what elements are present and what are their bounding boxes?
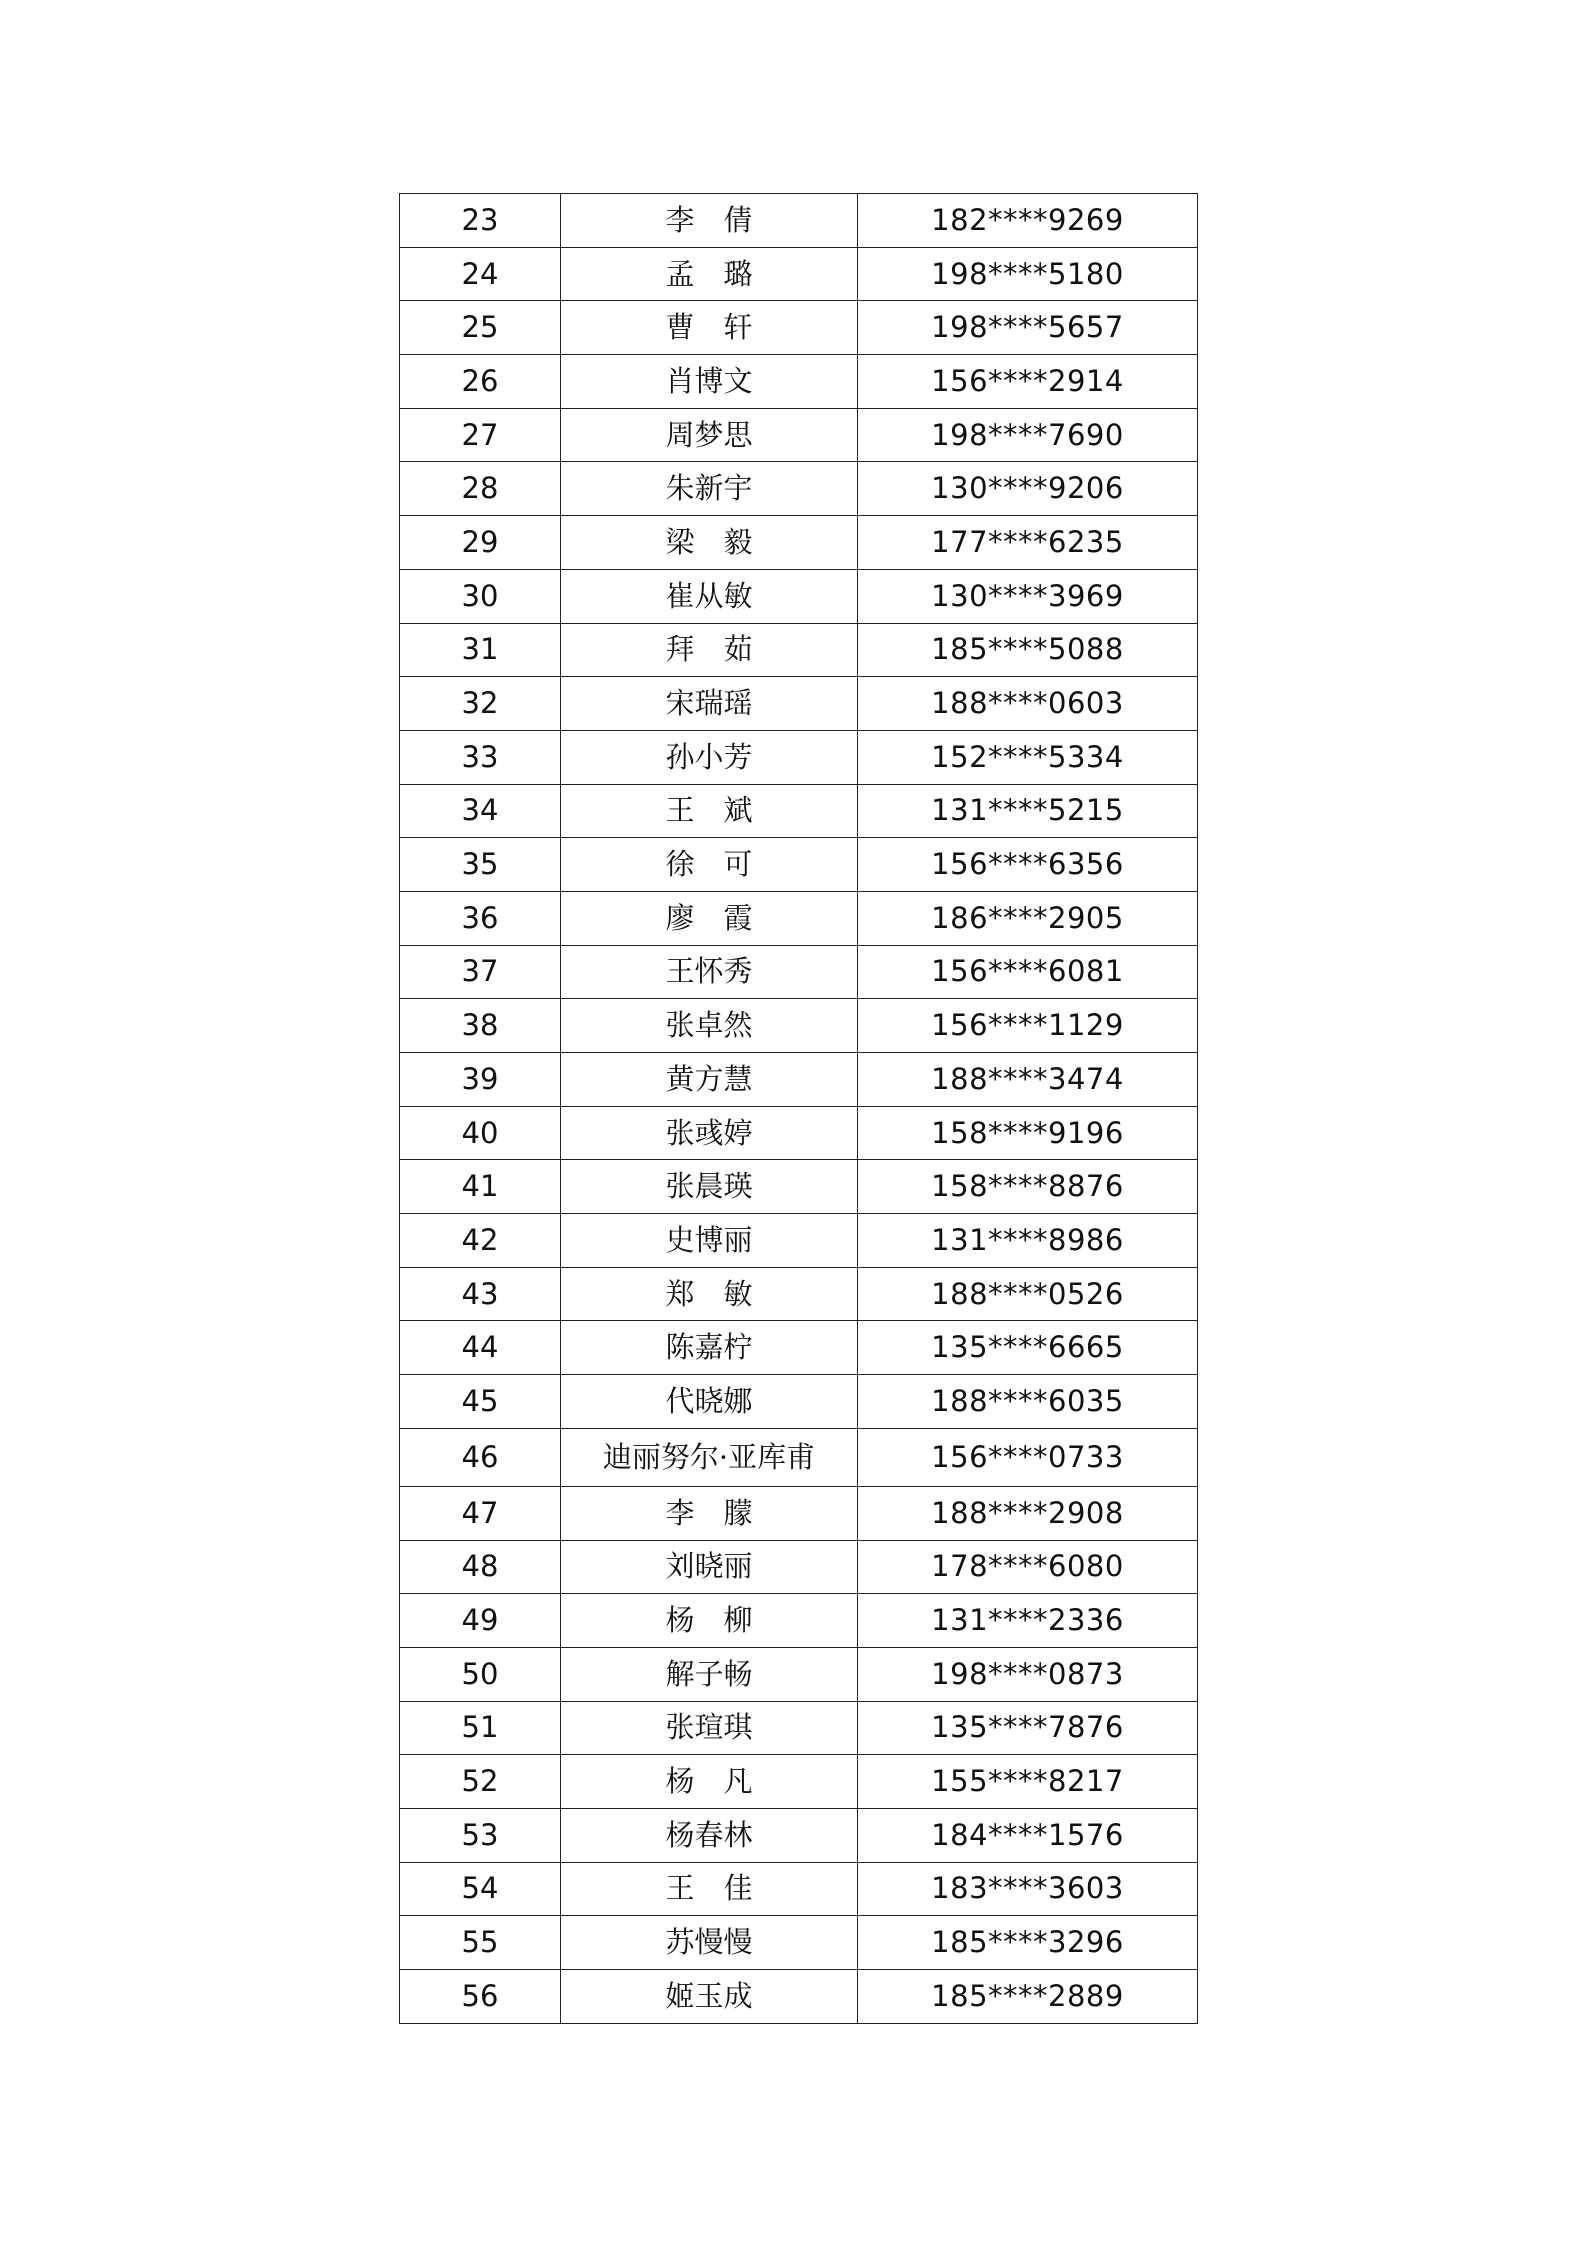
row-name: 张晨瑛 [561, 1160, 858, 1214]
row-index: 45 [400, 1375, 561, 1429]
table-row [400, 1428, 1198, 1486]
row-name: 廖 霞 [561, 891, 858, 945]
row-index: 41 [400, 1160, 561, 1214]
row-name: 王 斌 [561, 784, 858, 838]
row-phone: 198****7690 [858, 408, 1198, 462]
row-name: 王怀秀 [561, 945, 858, 999]
row-name: 宋瑞瑶 [561, 677, 858, 731]
row-index: 54 [400, 1862, 561, 1916]
row-index: 26 [400, 355, 561, 409]
row-index: 35 [400, 838, 561, 892]
table-row [400, 1755, 1198, 1809]
row-phone: 152****5334 [858, 730, 1198, 784]
row-phone: 184****1576 [858, 1808, 1198, 1862]
row-index: 55 [400, 1916, 561, 1970]
table-row [400, 1594, 1198, 1648]
row-phone: 156****2914 [858, 355, 1198, 409]
table-row [400, 194, 1198, 248]
row-index: 31 [400, 623, 561, 677]
row-name: 张瑄琪 [561, 1701, 858, 1755]
row-index: 44 [400, 1321, 561, 1375]
table-row [400, 999, 1198, 1053]
row-phone: 131****5215 [858, 784, 1198, 838]
row-name: 代晓娜 [561, 1375, 858, 1429]
row-phone: 188****3474 [858, 1053, 1198, 1107]
table-row [400, 1808, 1198, 1862]
table-row [400, 784, 1198, 838]
table-row [400, 1160, 1198, 1214]
row-index: 30 [400, 569, 561, 623]
row-phone: 198****5657 [858, 301, 1198, 355]
row-index: 36 [400, 891, 561, 945]
table-row [400, 1375, 1198, 1429]
table-row [400, 1540, 1198, 1594]
row-name: 孙小芳 [561, 730, 858, 784]
row-name: 李 朦 [561, 1486, 858, 1540]
row-name: 崔从敏 [561, 569, 858, 623]
row-phone: 156****0733 [858, 1428, 1198, 1486]
row-index: 51 [400, 1701, 561, 1755]
row-index: 56 [400, 1970, 561, 2024]
row-phone: 185****3296 [858, 1916, 1198, 1970]
row-phone: 188****6035 [858, 1375, 1198, 1429]
table-row [400, 677, 1198, 731]
row-index: 37 [400, 945, 561, 999]
row-index: 42 [400, 1214, 561, 1268]
table-row [400, 1267, 1198, 1321]
row-name: 王 佳 [561, 1862, 858, 1916]
row-phone: 188****0603 [858, 677, 1198, 731]
row-index: 34 [400, 784, 561, 838]
row-name: 郑 敏 [561, 1267, 858, 1321]
row-name: 黄方慧 [561, 1053, 858, 1107]
row-phone: 188****0526 [858, 1267, 1198, 1321]
table-row [400, 516, 1198, 570]
row-phone: 183****3603 [858, 1862, 1198, 1916]
row-name: 梁 毅 [561, 516, 858, 570]
table-row [400, 730, 1198, 784]
row-name: 杨 柳 [561, 1594, 858, 1648]
row-phone: 185****5088 [858, 623, 1198, 677]
row-phone: 158****8876 [858, 1160, 1198, 1214]
table-row [400, 301, 1198, 355]
row-name: 拜 茹 [561, 623, 858, 677]
row-index: 48 [400, 1540, 561, 1594]
table-row [400, 1486, 1198, 1540]
row-name: 苏慢慢 [561, 1916, 858, 1970]
row-index: 49 [400, 1594, 561, 1648]
row-index: 29 [400, 516, 561, 570]
row-index: 27 [400, 408, 561, 462]
row-phone: 198****5180 [858, 247, 1198, 301]
row-phone: 155****8217 [858, 1755, 1198, 1809]
row-name: 曹 轩 [561, 301, 858, 355]
row-phone: 185****2889 [858, 1970, 1198, 2024]
row-phone: 182****9269 [858, 194, 1198, 248]
table-row [400, 1701, 1198, 1755]
table-row [400, 1321, 1198, 1375]
row-name: 李 倩 [561, 194, 858, 248]
roster-table-body [400, 194, 1198, 2024]
table-row [400, 1647, 1198, 1701]
table-row [400, 1106, 1198, 1160]
row-phone: 156****1129 [858, 999, 1198, 1053]
row-index: 28 [400, 462, 561, 516]
row-index: 50 [400, 1647, 561, 1701]
row-name: 刘晓丽 [561, 1540, 858, 1594]
row-index: 23 [400, 194, 561, 248]
row-index: 32 [400, 677, 561, 731]
row-phone: 158****9196 [858, 1106, 1198, 1160]
row-name: 杨 凡 [561, 1755, 858, 1809]
table-row [400, 1214, 1198, 1268]
table-row [400, 408, 1198, 462]
row-name: 朱新宇 [561, 462, 858, 516]
row-name: 孟 璐 [561, 247, 858, 301]
row-index: 43 [400, 1267, 561, 1321]
row-name: 迪丽努尔·亚库甫 [561, 1428, 858, 1486]
table-row [400, 355, 1198, 409]
row-name: 姬玉成 [561, 1970, 858, 2024]
row-phone: 186****2905 [858, 891, 1198, 945]
row-phone: 135****6665 [858, 1321, 1198, 1375]
table-row [400, 247, 1198, 301]
table-row [400, 838, 1198, 892]
row-phone: 178****6080 [858, 1540, 1198, 1594]
row-index: 46 [400, 1428, 561, 1486]
row-index: 25 [400, 301, 561, 355]
row-name: 张彧婷 [561, 1106, 858, 1160]
row-name: 解子畅 [561, 1647, 858, 1701]
row-phone: 130****3969 [858, 569, 1198, 623]
row-index: 33 [400, 730, 561, 784]
row-phone: 131****8986 [858, 1214, 1198, 1268]
table-row [400, 891, 1198, 945]
table-row [400, 1916, 1198, 1970]
row-name: 徐 可 [561, 838, 858, 892]
table-row [400, 1053, 1198, 1107]
row-index: 53 [400, 1808, 561, 1862]
row-phone: 156****6081 [858, 945, 1198, 999]
row-index: 24 [400, 247, 561, 301]
row-name: 周梦思 [561, 408, 858, 462]
row-index: 40 [400, 1106, 561, 1160]
row-name: 肖博文 [561, 355, 858, 409]
row-phone: 135****7876 [858, 1701, 1198, 1755]
row-phone: 188****2908 [858, 1486, 1198, 1540]
row-index: 52 [400, 1755, 561, 1809]
row-phone: 177****6235 [858, 516, 1198, 570]
row-index: 47 [400, 1486, 561, 1540]
row-phone: 198****0873 [858, 1647, 1198, 1701]
table-row [400, 1862, 1198, 1916]
row-name: 张卓然 [561, 999, 858, 1053]
row-name: 史博丽 [561, 1214, 858, 1268]
table-row [400, 945, 1198, 999]
row-phone: 131****2336 [858, 1594, 1198, 1648]
row-name: 杨春林 [561, 1808, 858, 1862]
table-row [400, 1970, 1198, 2024]
row-index: 39 [400, 1053, 561, 1107]
row-phone: 130****9206 [858, 462, 1198, 516]
table-row [400, 462, 1198, 516]
row-name: 陈嘉柠 [561, 1321, 858, 1375]
row-index: 38 [400, 999, 561, 1053]
table-row [400, 623, 1198, 677]
row-phone: 156****6356 [858, 838, 1198, 892]
roster-table [399, 193, 1198, 2024]
table-row [400, 569, 1198, 623]
